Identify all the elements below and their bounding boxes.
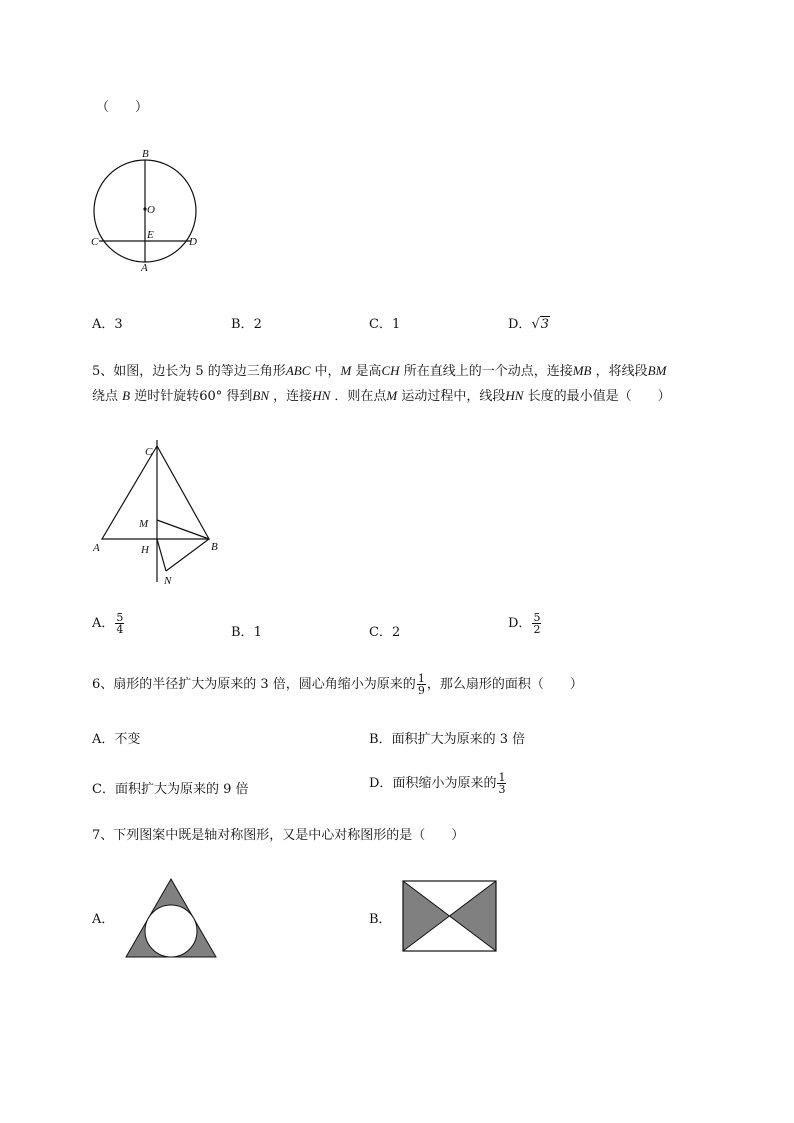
label-h: H — [141, 544, 149, 556]
fraction: $\frac{5}{4}$ — [116, 611, 124, 636]
inscribed-circle — [145, 905, 197, 957]
q5-triangle-figure — [90, 436, 230, 590]
q6-option-a[interactable]: A．不变 — [92, 732, 141, 747]
sqrt-expression: √3 — [531, 317, 550, 332]
q5-option-a[interactable]: A． $\frac{5}{4}$ — [92, 611, 124, 636]
q4-option-b[interactable]: B．2 — [231, 317, 262, 332]
label-c: C — [91, 236, 99, 248]
q7-option-a-figure[interactable] — [124, 876, 218, 960]
q6-stem: 6、扇形的半径扩大为原来的 3 倍，圆心角缩小为原来的 $\frac{1}{9}$ ，那么扇形的面积（ ） — [92, 672, 583, 697]
q4-circle-figure — [84, 144, 208, 276]
q5-option-c[interactable]: C．2 — [369, 625, 401, 640]
fraction: $\frac{1}{3}$ — [498, 771, 506, 796]
q7-option-a-label[interactable]: A． — [92, 912, 115, 927]
label-c: C — [145, 446, 153, 458]
q4-option-a[interactable]: A．3 — [92, 317, 123, 332]
q6-option-b[interactable]: B．面积扩大为原来的 3 倍 — [369, 732, 526, 747]
label-n: N — [164, 575, 172, 587]
q7-option-b-label[interactable]: B． — [369, 912, 392, 927]
q5-stem-line1: 5、如图，边长为 5 的等边三角形ABC 中，M 是高CH 所在直线上的一个动点，连接MB ，将线段BM — [92, 363, 667, 379]
q7-option-b-figure[interactable] — [401, 879, 498, 953]
label-b: B — [142, 148, 149, 160]
q5-option-b[interactable]: B．1 — [231, 625, 262, 640]
label-e: E — [147, 229, 154, 241]
q5-option-d[interactable]: D． $\frac{5}{2}$ — [508, 611, 541, 636]
label-a: A — [141, 262, 148, 274]
triangle-abc — [102, 446, 209, 539]
q4-answer-bracket: （ ） — [96, 100, 149, 115]
q6-option-d[interactable]: D．面积缩小为原来的 $\frac{1}{3}$ — [369, 771, 506, 796]
fraction: $\frac{5}{2}$ — [533, 611, 541, 636]
fraction: $\frac{1}{9}$ — [417, 672, 425, 697]
q5-stem-line2: 绕点 B 逆时针旋转60° 得到BN ，连接HN ．则在点M 运动过程中，线段HN 长度的最小值是（ ） — [92, 388, 671, 404]
segment-mb — [157, 520, 209, 539]
q7-stem: 7、下列图案中既是轴对称图形，又是中心对称图形的是（ ） — [92, 828, 465, 843]
label-d: D — [189, 236, 197, 248]
q4-option-c[interactable]: C．1 — [369, 317, 401, 332]
label-b: B — [211, 541, 218, 553]
segment-bn — [166, 539, 209, 571]
q4-option-d[interactable]: D．√3 — [508, 317, 550, 332]
q6-option-c[interactable]: C．面积扩大为原来的 9 倍 — [92, 782, 249, 797]
label-o: O — [147, 204, 155, 216]
label-m: M — [139, 518, 149, 530]
label-a: A — [93, 542, 100, 554]
segment-hn — [157, 539, 166, 571]
